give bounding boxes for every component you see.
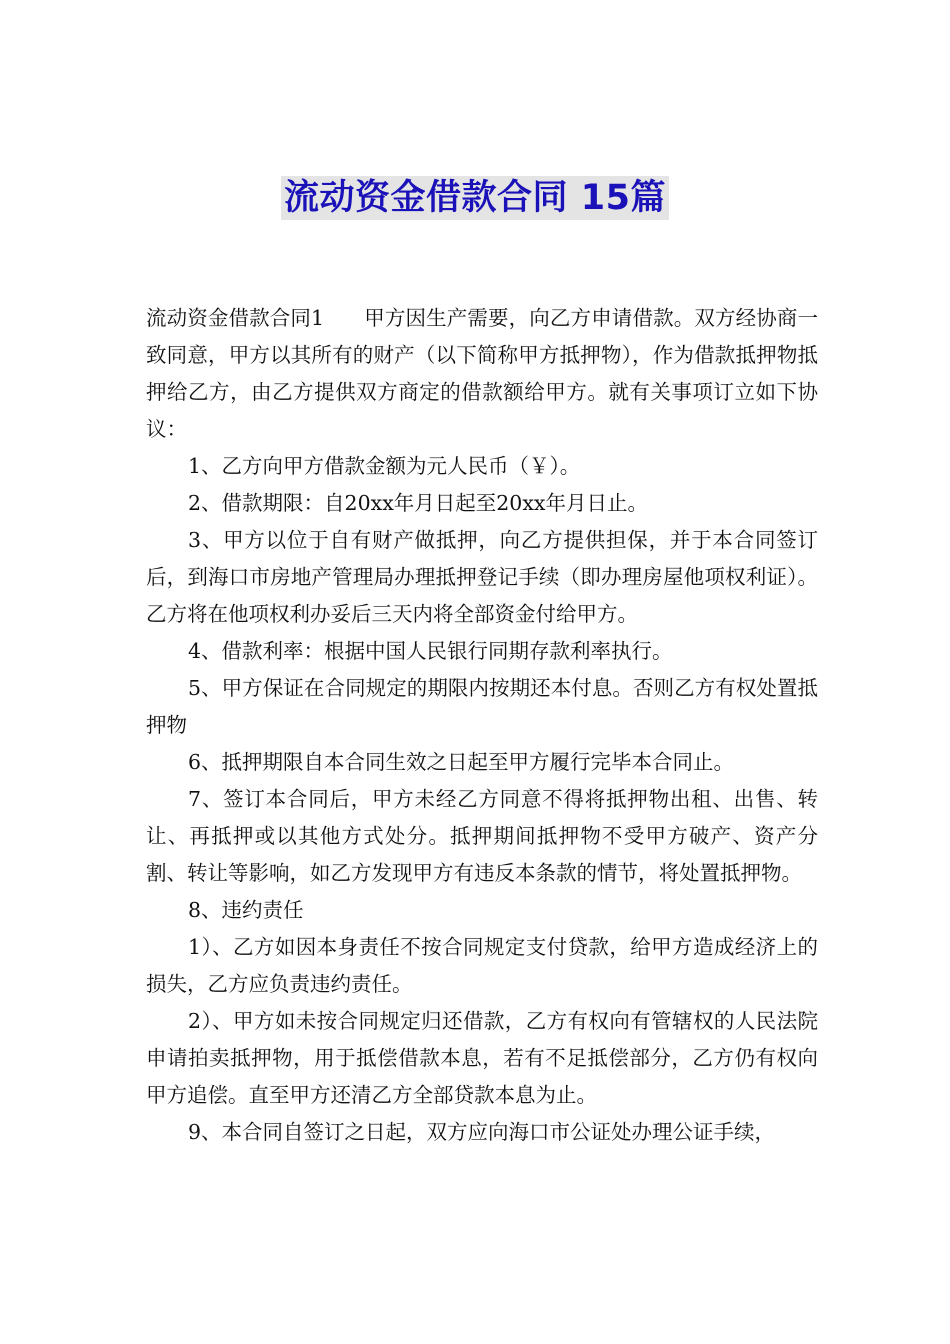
clause-5: 5、甲方保证在合同规定的期限内按期还本付息。否则乙方有权处置抵押物 xyxy=(146,676,818,737)
clause-8-1: 1）、乙方如因本身责任不按合同规定支付贷款，给甲方造成经济上的损失，乙方应负责违约责任。 xyxy=(146,935,818,996)
title-area xyxy=(0,176,950,220)
clause-3: 3、甲方以位于自有财产做抵押，向乙方提供担保，并于本合同签订后，到海口市房地产管理局办理抵押登记手续（即办理房屋他项权利证）。乙方将在他项权利办妥后三天内将全部资金付给甲方。 xyxy=(146,528,818,626)
clause-7: 7、签订本合同后，甲方未经乙方同意不得将抵押物出租、出售、转让、再抵押或以其他方式处分。抵押期间抵押物不受甲方破产、资产分割、转让等影响，如乙方发现甲方有违反本条款的情节，将处置抵押物。 xyxy=(146,787,818,885)
document-body xyxy=(146,300,818,1151)
clause-8-2: 2）、甲方如未按合同规定归还借款，乙方有权向有管辖权的人民法院申请拍卖抵押物，用于抵偿借款本息，若有不足抵偿部分，乙方仍有权向甲方追偿。直至甲方还清乙方全部贷款本息为止。 xyxy=(146,1009,818,1107)
clause-1: 1、乙方向甲方借款金额为元人民币（￥）。 xyxy=(188,454,581,478)
clause-4: 4、借款利率：根据中国人民银行同期存款利率执行。 xyxy=(188,639,673,663)
clause-8: 8、违约责任 xyxy=(188,898,304,922)
intro-text: 甲方因生产需要，向乙方申请借款。双方经协商一致同意，甲方以其所有的财产（以下简称甲方抵押物），作为借款抵押物抵押给乙方，由乙方提供双方商定的借款额给甲方。就有关事项订立如下协议： xyxy=(146,306,819,441)
clause-6: 6、抵押期限自本合同生效之日起至甲方履行完毕本合同止。 xyxy=(188,750,735,774)
document-title: 流动资金借款合同 15篇 xyxy=(281,176,669,220)
intro-paragraph xyxy=(146,300,818,448)
clause-9: 9、本合同自签订之日起，双方应向海口市公证处办理公证手续， xyxy=(188,1120,776,1144)
clause-2: 2、借款期限：自20xx年月日起至20xx年月日止。 xyxy=(188,491,648,515)
intro-heading: 流动资金借款合同1 xyxy=(146,306,325,330)
